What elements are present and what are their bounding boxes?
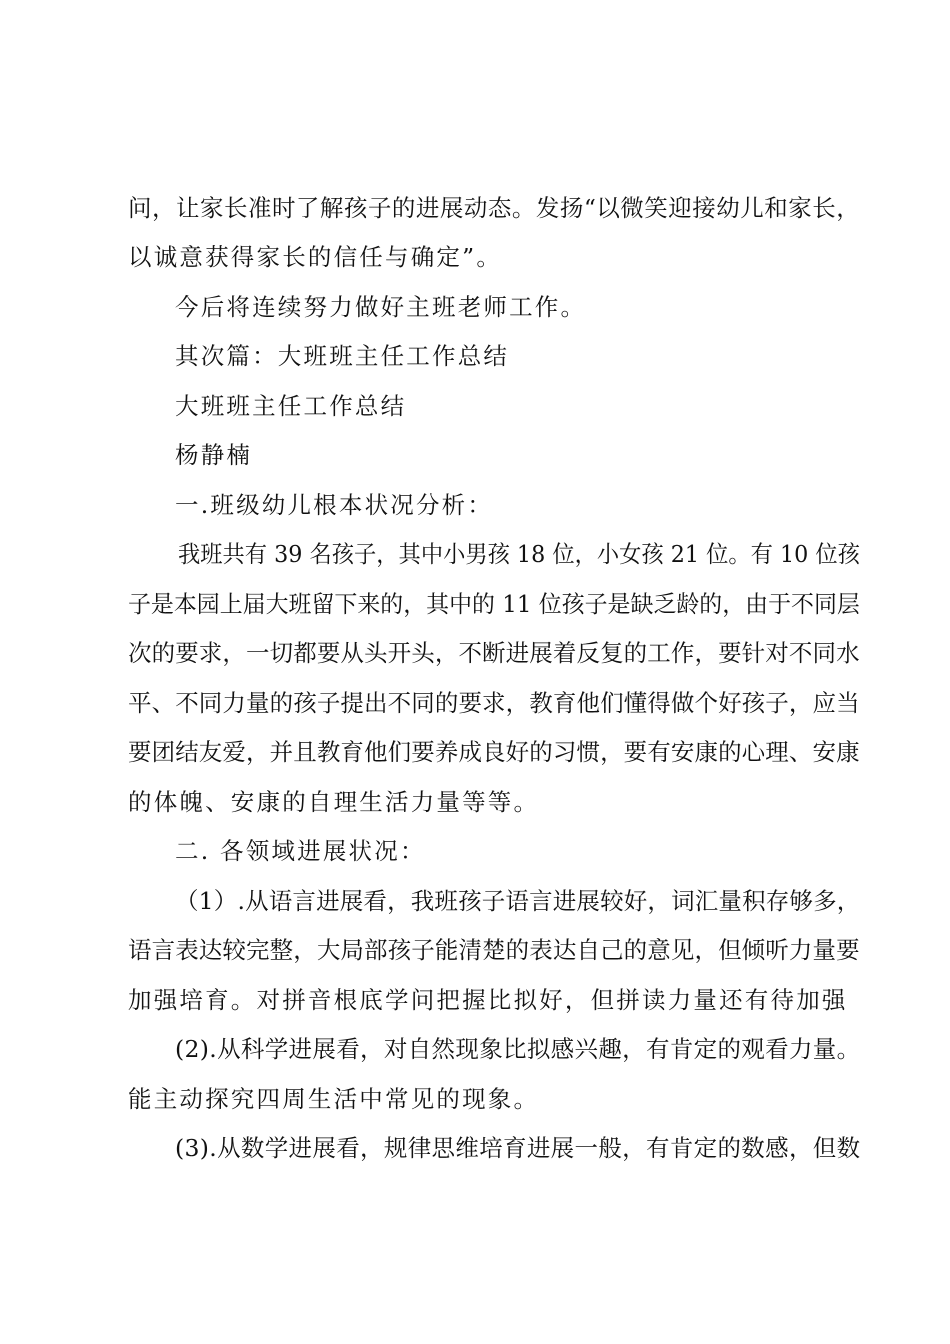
- paragraph-line: (3).从数学进展看，规律思维培育进展一般，有肯定的数感，但数: [175, 1134, 861, 1162]
- paragraph-line: (2).从科学进展看，对自然现象比拟感兴趣，有肯定的观看力量。: [175, 1035, 861, 1063]
- paragraph-line: 今后将连续努力做好主班老师工作。: [175, 293, 587, 321]
- paragraph-line: 要团结友爱，并且教育他们要养成良好的习惯，要有安康的心理、安康: [128, 738, 860, 766]
- paragraph-line: 语言表达较完整，大局部孩子能清楚的表达自己的意见，但倾听力量要: [128, 936, 860, 964]
- paragraph-line: 的体魄、安康的自理生活力量等等。: [128, 788, 540, 816]
- paragraph-line: 加强培育。对拼音根底学问把握比拟好，但拼读力量还有待加强: [128, 986, 848, 1014]
- paragraph-line: 子是本园上届大班留下来的，其中的 11 位孩子是缺乏龄的，由于不同层: [128, 590, 860, 618]
- paragraph-line: （1）.从语言进展看，我班孩子语言进展较好，词汇量积存够多，: [175, 887, 861, 915]
- paragraph-line: 平、不同力量的孩子提出不同的要求，教育他们懂得做个好孩子，应当: [128, 689, 860, 717]
- paragraph-line: 能主动探究四周生活中常见的现象。: [128, 1085, 540, 1113]
- paragraph-line: 次的要求，一切都要从头开头，不断进展着反复的工作，要针对不同水: [128, 639, 860, 667]
- section-heading: 二. 各领域进展状况：: [175, 837, 426, 865]
- author-name: 杨静楠: [175, 441, 253, 469]
- section-heading: 一.班级幼儿根本状况分析：: [175, 491, 494, 519]
- section-heading: 其次篇：大班班主任工作总结: [175, 342, 510, 370]
- paragraph-line: 我班共有 39 名孩子，其中小男孩 18 位，小女孩 21 位。有 10 位孩: [178, 540, 860, 568]
- document-title: 大班班主任工作总结: [175, 392, 407, 420]
- paragraph-line: 以诚意获得家长的信任与确定”。: [128, 243, 503, 271]
- paragraph-line: 问，让家长准时了解孩子的进展动态。发扬“以微笑迎接幼儿和家长，: [128, 194, 861, 222]
